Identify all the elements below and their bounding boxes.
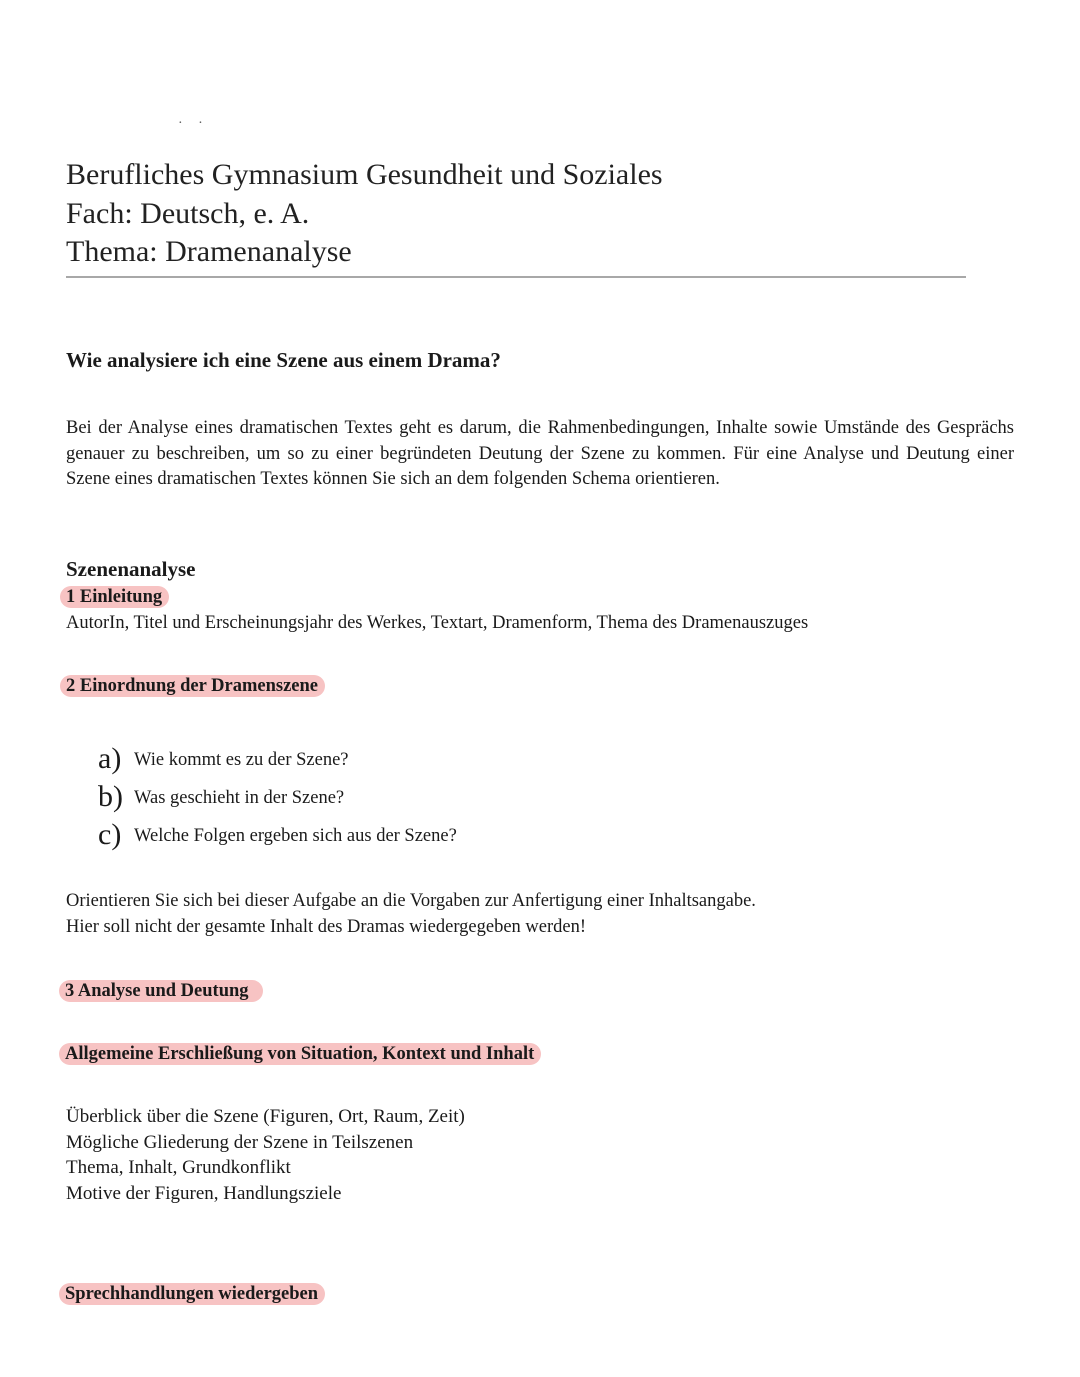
header-divider <box>66 276 966 278</box>
school-name: Berufliches Gymnasium Gesundheit und Soziales <box>66 158 663 191</box>
introduction-heading <box>60 587 169 608</box>
question-heading: Wie analysiere ich eine Szene aus einem Drama? <box>66 348 501 372</box>
list-item: Motive der Figuren, Handlungsziele <box>66 1182 342 1204</box>
corner-mark: · · <box>178 116 209 131</box>
list-item <box>98 780 344 814</box>
classification-heading-label: 2 Einordnung der Dramenszene <box>60 675 325 697</box>
classification-heading <box>60 676 325 697</box>
list-item: Thema, Inhalt, Grundkonflikt <box>66 1157 291 1178</box>
introduction-text: AutorIn, Titel und Erscheinungsjahr des Werkes, Textart, Dramenform, Thema des Dramenauszuges <box>66 613 809 633</box>
analysis-heading-label: 3 Analyse und Deutung <box>59 980 263 1002</box>
subject-line: Fach: Deutsch, e. A. <box>66 197 310 230</box>
list-item <box>98 742 349 776</box>
list-item <box>98 818 457 852</box>
intro-paragraph: Bei der Analyse eines dramatischen Textes geht es darum, die Rahmenbedingungen, Inhalte sowie Umstände des Gesprächs genauer zu beschreiben, um so zu einer begründeten Deutung der Szene zu kommen. Für eine Analyse und Deutung einer Szene eines dramatischen Textes können Sie sich an dem folgenden Schema orientieren. <box>66 418 1014 489</box>
introduction-heading-label: 1 Einleitung <box>60 586 169 608</box>
topic-line: Thema: Dramenanalyse <box>66 235 352 268</box>
list-marker: a) <box>98 742 122 775</box>
classification-note-line1: Orientieren Sie sich bei dieser Aufgabe an die Vorgaben zur Anfertigung einer Inhaltsangabe. <box>66 891 756 911</box>
list-marker: c) <box>98 818 122 851</box>
list-item-text: Was geschieht in der Szene? <box>134 788 345 808</box>
list-item: Überblick über die Szene (Figuren, Ort, Raum, Zeit) <box>66 1106 465 1127</box>
list-marker: b) <box>98 780 123 813</box>
speech-acts-heading-label: Sprechhandlungen wiedergeben <box>59 1283 325 1305</box>
list-item-text: Welche Folgen ergeben sich aus der Szene? <box>134 826 457 846</box>
analysis-subheading-label: Allgemeine Erschließung von Situation, Kontext und Inhalt <box>59 1043 541 1065</box>
analysis-subheading <box>59 1044 541 1065</box>
list-item: Mögliche Gliederung der Szene in Teilszenen <box>66 1131 414 1153</box>
analysis-heading <box>59 981 263 1002</box>
classification-note-line2: Hier soll nicht der gesamte Inhalt des Dramas wiedergegeben werden! <box>66 917 587 937</box>
analysis-points <box>66 1104 465 1206</box>
scene-analysis-title: Szenenanalyse <box>66 557 196 581</box>
speech-acts-heading <box>59 1284 325 1305</box>
list-item-text: Wie kommt es zu der Szene? <box>134 750 349 770</box>
